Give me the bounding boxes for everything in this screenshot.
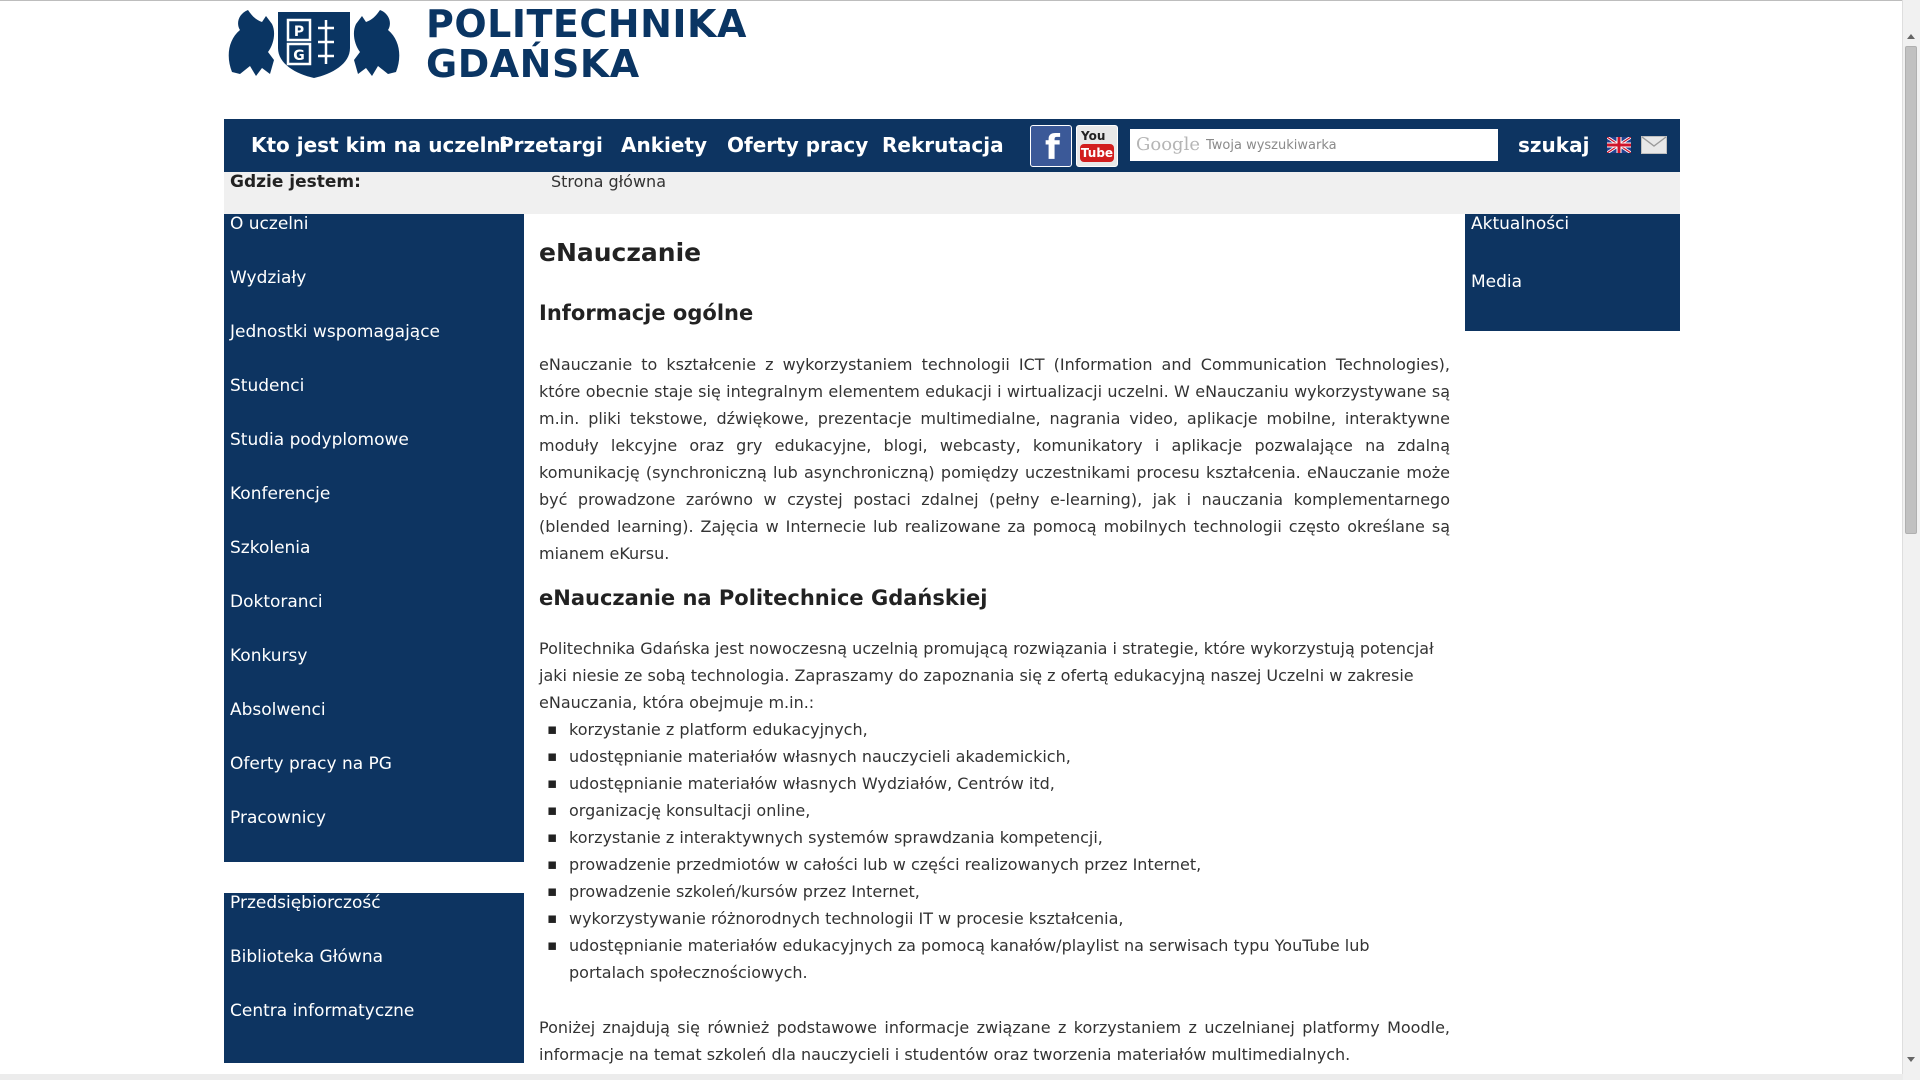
- breadcrumb-home-link[interactable]: Strona główna: [551, 172, 666, 191]
- list-item: ▪ organizację konsultacji online,: [569, 797, 1450, 824]
- left-menu-item-szkolenia[interactable]: Szkolenia: [230, 538, 311, 558]
- search-button[interactable]: szukaj: [1518, 133, 1590, 157]
- pg-griffin-emblem-icon[interactable]: [222, 2, 406, 82]
- left-menu-item-studia-podyplomowe[interactable]: Studia podyplomowe: [230, 430, 409, 450]
- left-menu-secondary: [224, 893, 524, 1063]
- scroll-thumb[interactable]: [1905, 46, 1917, 534]
- offer-list: [539, 716, 1450, 986]
- list-item: ▪ udostępnianie materiałów własnych Wydziałów, Centrów itd,: [569, 770, 1450, 797]
- logo-wordmark[interactable]: [426, 4, 747, 84]
- right-menu: [1465, 214, 1680, 331]
- section-heading-enauczanie-pg: eNauczanie na Politechnice Gdańskiej: [539, 586, 988, 610]
- svg-text:G: G: [293, 48, 305, 64]
- section-heading-informacje-ogolne: Informacje ogólne: [539, 301, 754, 325]
- right-menu-item-media[interactable]: Media: [1471, 272, 1523, 292]
- list-item: ▪ udostępnianie materiałów edukacyjnych za pomocą kanałów/playlist na serwisach typu YouTube lub portalach społecznościowych.: [569, 932, 1450, 986]
- facebook-icon[interactable]: f: [1030, 125, 1072, 167]
- nav-link-oferty-pracy[interactable]: Oferty pracy: [727, 133, 869, 157]
- youtube-tube-text: Tube: [1080, 146, 1114, 160]
- nav-link-rekrutacja[interactable]: Rekrutacja: [882, 133, 1004, 157]
- list-item: ▪ prowadzenie przedmiotów w całości lub w części realizowanych przez Internet,: [569, 851, 1450, 878]
- list-item: ▪ prowadzenie szkoleń/kursów przez Internet,: [569, 878, 1450, 905]
- mail-icon[interactable]: [1641, 136, 1667, 154]
- vertical-scrollbar[interactable]: [1902, 0, 1920, 1080]
- logo-line-1: POLITECHNIKA: [426, 2, 747, 46]
- left-menu-item-doktoranci[interactable]: Doktoranci: [230, 592, 323, 612]
- left-menu-item-konkursy[interactable]: Konkursy: [230, 646, 308, 666]
- left-menu-item-studenci[interactable]: Studenci: [230, 376, 305, 396]
- section-text-moodle: Poniżej znajdują się również podstawowe informacje związane z korzystaniem z uczelnianej platformy Moodle, informacje na temat szkoleń dla nauczycieli i studentów oraz tworzenia materiałów multimedialnych.: [539, 1018, 1450, 1064]
- left-menu-item-pracownicy[interactable]: Pracownicy: [230, 808, 326, 828]
- left-menu-item-konferencje[interactable]: Konferencje: [230, 484, 331, 504]
- breadcrumb-label: Gdzie jestem:: [230, 172, 361, 192]
- svg-text:P: P: [293, 24, 305, 40]
- main-content: [539, 214, 1450, 1068]
- search-input[interactable]: [1204, 133, 1488, 157]
- window-top-border: [0, 0, 1920, 1]
- left-menu-item-biblioteka-glowna[interactable]: Biblioteka Główna: [230, 947, 384, 967]
- youtube-icon[interactable]: [1076, 125, 1118, 167]
- left-menu-item-wydzialy[interactable]: Wydziały: [230, 268, 307, 288]
- uk-flag-icon[interactable]: [1607, 137, 1631, 153]
- left-menu-item-oferty-pracy-na-pg[interactable]: Oferty pracy na PG: [230, 754, 392, 774]
- google-logo: Google: [1136, 134, 1200, 155]
- scroll-up-arrow-icon[interactable]: [1903, 28, 1920, 45]
- top-navigation-bar: [224, 119, 1680, 172]
- list-item: ▪ wykorzystywanie różnorodnych technologii IT w procesie kształcenia,: [569, 905, 1450, 932]
- left-menu-main: [224, 214, 524, 862]
- left-menu-item-absolwenci[interactable]: Absolwenci: [230, 700, 326, 720]
- page-title: eNauczanie: [539, 238, 702, 267]
- nav-link-kto-jest-kim[interactable]: Kto jest kim na uczelni: [251, 133, 508, 157]
- nav-link-przetargi[interactable]: Przetargi: [499, 133, 603, 157]
- list-item: ▪ korzystanie z platform edukacyjnych,: [569, 716, 1450, 743]
- section-intro-enauczanie-pg: Politechnika Gdańska jest nowoczesną uczelnią promującą rozwiązania i strategie, które wykorzystują potencjał jaki niesie ze sobą technologia. Zapraszamy do zapoznania się z ofertą edukacyjną naszej Uczelni w zakresie eNauczania, która obejmuje m.in.:: [539, 639, 1434, 712]
- nav-link-ankiety[interactable]: Ankiety: [621, 133, 708, 157]
- right-menu-item-aktualnosci[interactable]: Aktualności: [1471, 214, 1570, 234]
- scroll-down-arrow-icon[interactable]: [1903, 1051, 1920, 1068]
- left-menu-item-jednostki-wspomagajace[interactable]: Jednostki wspomagające: [230, 322, 441, 342]
- list-item: ▪ korzystanie z interaktywnych systemów sprawdzania kompetencji,: [569, 824, 1450, 851]
- left-menu-item-o-uczelni[interactable]: O uczelni: [230, 214, 309, 234]
- left-menu-item-centra-informatyczne[interactable]: Centra informatyczne: [230, 1001, 415, 1021]
- logo-line-2: GDAŃSKA: [426, 42, 640, 86]
- horizontal-scrollbar[interactable]: [0, 1074, 1903, 1080]
- youtube-you-text: You: [1081, 129, 1106, 143]
- breadcrumb: [224, 172, 1680, 214]
- search-box: [1130, 129, 1498, 161]
- left-menu-item-przedsiebiorczosc[interactable]: Przedsiębiorczość: [230, 893, 381, 913]
- list-item: ▪ udostępnianie materiałów własnych nauczycieli akademickich,: [569, 743, 1450, 770]
- section-text-informacje-ogolne: eNauczanie to kształcenie z wykorzystaniem technologii ICT (Information and Communication Technologies), które obecnie staje się integralnym elementem edukacji i wirtualizacji uczelni. W eNauczaniu wykorzystywane są m.in. pliki tekstowe, dźwiękowe, prezentacje multimedialne, nagrania video, aplikacje mobilne, interaktywne moduły lekcyjne oraz gry edukacyjne, blogi, webcasty, komunikatory i aplikacje pozwalające na zdalną komunikację (synchroniczną lub asynchroniczną) pomiędzy uczestnikami procesu kształcenia. eNauczanie może być prowadzone zarówno w czystej postaci zdalnej (pełny e-learning), jak i nauczania komplementarnego (blended learning). Zajęcia w Internecie lub realizowane za pomocą mobilnych technologii często określane są mianem eKursu.: [539, 355, 1450, 563]
